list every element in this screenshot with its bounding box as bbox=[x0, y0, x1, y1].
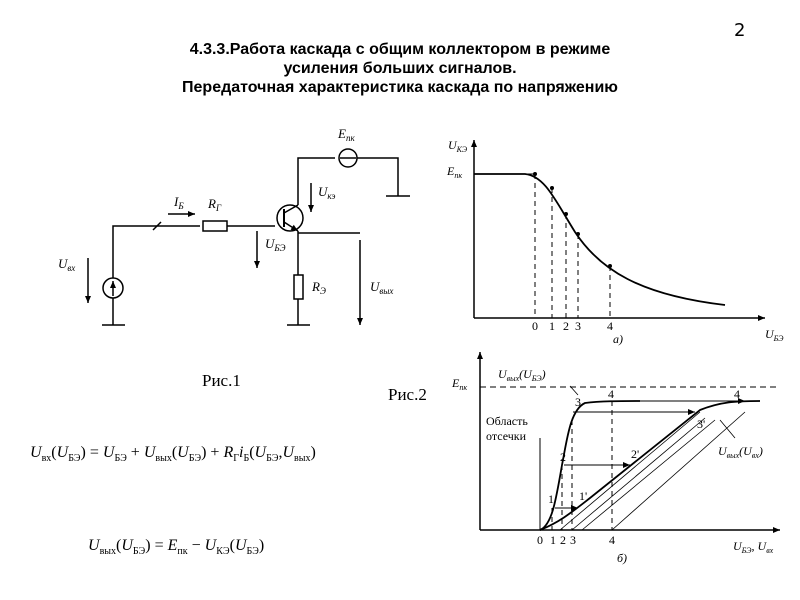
plot-b-point-2: 2 bbox=[560, 450, 566, 464]
figure-1-caption: Рис.1 bbox=[202, 371, 241, 390]
plot-b-tick-4: 4 bbox=[609, 533, 615, 547]
plot-b-tick-1: 1 bbox=[550, 533, 556, 547]
plot-b-tick-0: 0 bbox=[537, 533, 543, 547]
label-r-e: $R_Э$ bbox=[312, 279, 326, 296]
plot-b-guides bbox=[560, 412, 745, 530]
plot-a-tick-0: 0 bbox=[532, 319, 538, 333]
formula-output-voltage: $U_{вых}(U_{БЭ}) = E_{пк} - U_{КЭ}(U_{БЭ})$ bbox=[88, 537, 265, 558]
epk-wire bbox=[357, 158, 398, 196]
plot-a bbox=[474, 140, 765, 318]
label-u-be: $U_{БЭ}$ bbox=[265, 236, 286, 253]
input-wire bbox=[113, 226, 200, 325]
plot-b-region-line-2: отсечки bbox=[486, 429, 527, 443]
plot-b-tick-2: 2 bbox=[560, 533, 566, 547]
page-number: 2 bbox=[734, 20, 746, 41]
plot-b-point-3: 3 bbox=[575, 395, 581, 409]
plot-a-x-label: $U_{БЭ}$ bbox=[765, 327, 784, 343]
plot-b-point-1p: 1' bbox=[579, 489, 588, 503]
plot-b-x-label: $U_{БЭ}$, $U_{вх}$ bbox=[733, 539, 774, 555]
label-e-pk: $E_{пк}$ bbox=[338, 126, 355, 143]
label-u-vyx: $U_{вых}$ bbox=[370, 279, 394, 296]
formula-input-voltage: $U_{вх}(U_{БЭ}) = U_{БЭ} + U_{вых}(U_{БЭ}) + R_Гi_Б(U_{БЭ},U_{вых})$ bbox=[30, 444, 316, 465]
plot-a-curve bbox=[474, 174, 725, 305]
plot-a-tick-3: 3 bbox=[575, 319, 581, 333]
plot-b-point-3p: 3' bbox=[697, 417, 706, 431]
plot-b-tick-3: 3 bbox=[570, 533, 576, 547]
circuit-diagram bbox=[88, 149, 410, 325]
label-u-vx: $U_{вх}$ bbox=[58, 256, 76, 273]
plot-a-epk-label: $E_{пк}$ bbox=[447, 164, 463, 180]
plot-a-tick-4: 4 bbox=[607, 319, 613, 333]
plot-a-labels bbox=[446, 138, 784, 346]
plot-b-curve-ube-label: $U_{вых}(U_{БЭ})$ bbox=[498, 367, 546, 383]
plot-a-tick-1: 1 bbox=[549, 319, 555, 333]
resistor-rg bbox=[203, 221, 227, 231]
resistor-re bbox=[294, 275, 303, 299]
plot-b-point-4: 4 bbox=[608, 387, 614, 401]
plot-a-y-label: $U_{КЭ}$ bbox=[448, 138, 468, 154]
title-line-1: 4.3.3.Работа каскада с общим коллектором в режиме bbox=[189, 41, 611, 58]
plot-b-point-2p: 2' bbox=[631, 447, 640, 461]
plot-b-point-1: 1 bbox=[548, 492, 554, 506]
plot-a-sublabel: а) bbox=[613, 332, 623, 346]
plot-b-curve-uvx-label: $U_{вых}(U_{вх})$ bbox=[718, 444, 763, 460]
plot-b-point-4p: 4 bbox=[734, 387, 740, 401]
plot-b-epk-label: $E_{пк}$ bbox=[452, 376, 468, 392]
plot-b-region-line-1: Область bbox=[486, 414, 528, 428]
title-line-2: усиления больших сигналов. bbox=[283, 60, 517, 77]
label-i-b: $I_Б$ bbox=[174, 194, 184, 211]
label-r-g: $R_Г$ bbox=[208, 196, 222, 213]
label-u-ke: $U_{кэ}$ bbox=[318, 184, 336, 201]
title-line-3: Передаточная характеристика каскада по напряжению bbox=[182, 79, 618, 96]
figure-2-caption: Рис.2 bbox=[388, 385, 427, 404]
plot-a-dashes bbox=[535, 174, 610, 318]
plot-a-tick-2: 2 bbox=[563, 319, 569, 333]
plot-b-sublabel: б) bbox=[617, 551, 628, 565]
